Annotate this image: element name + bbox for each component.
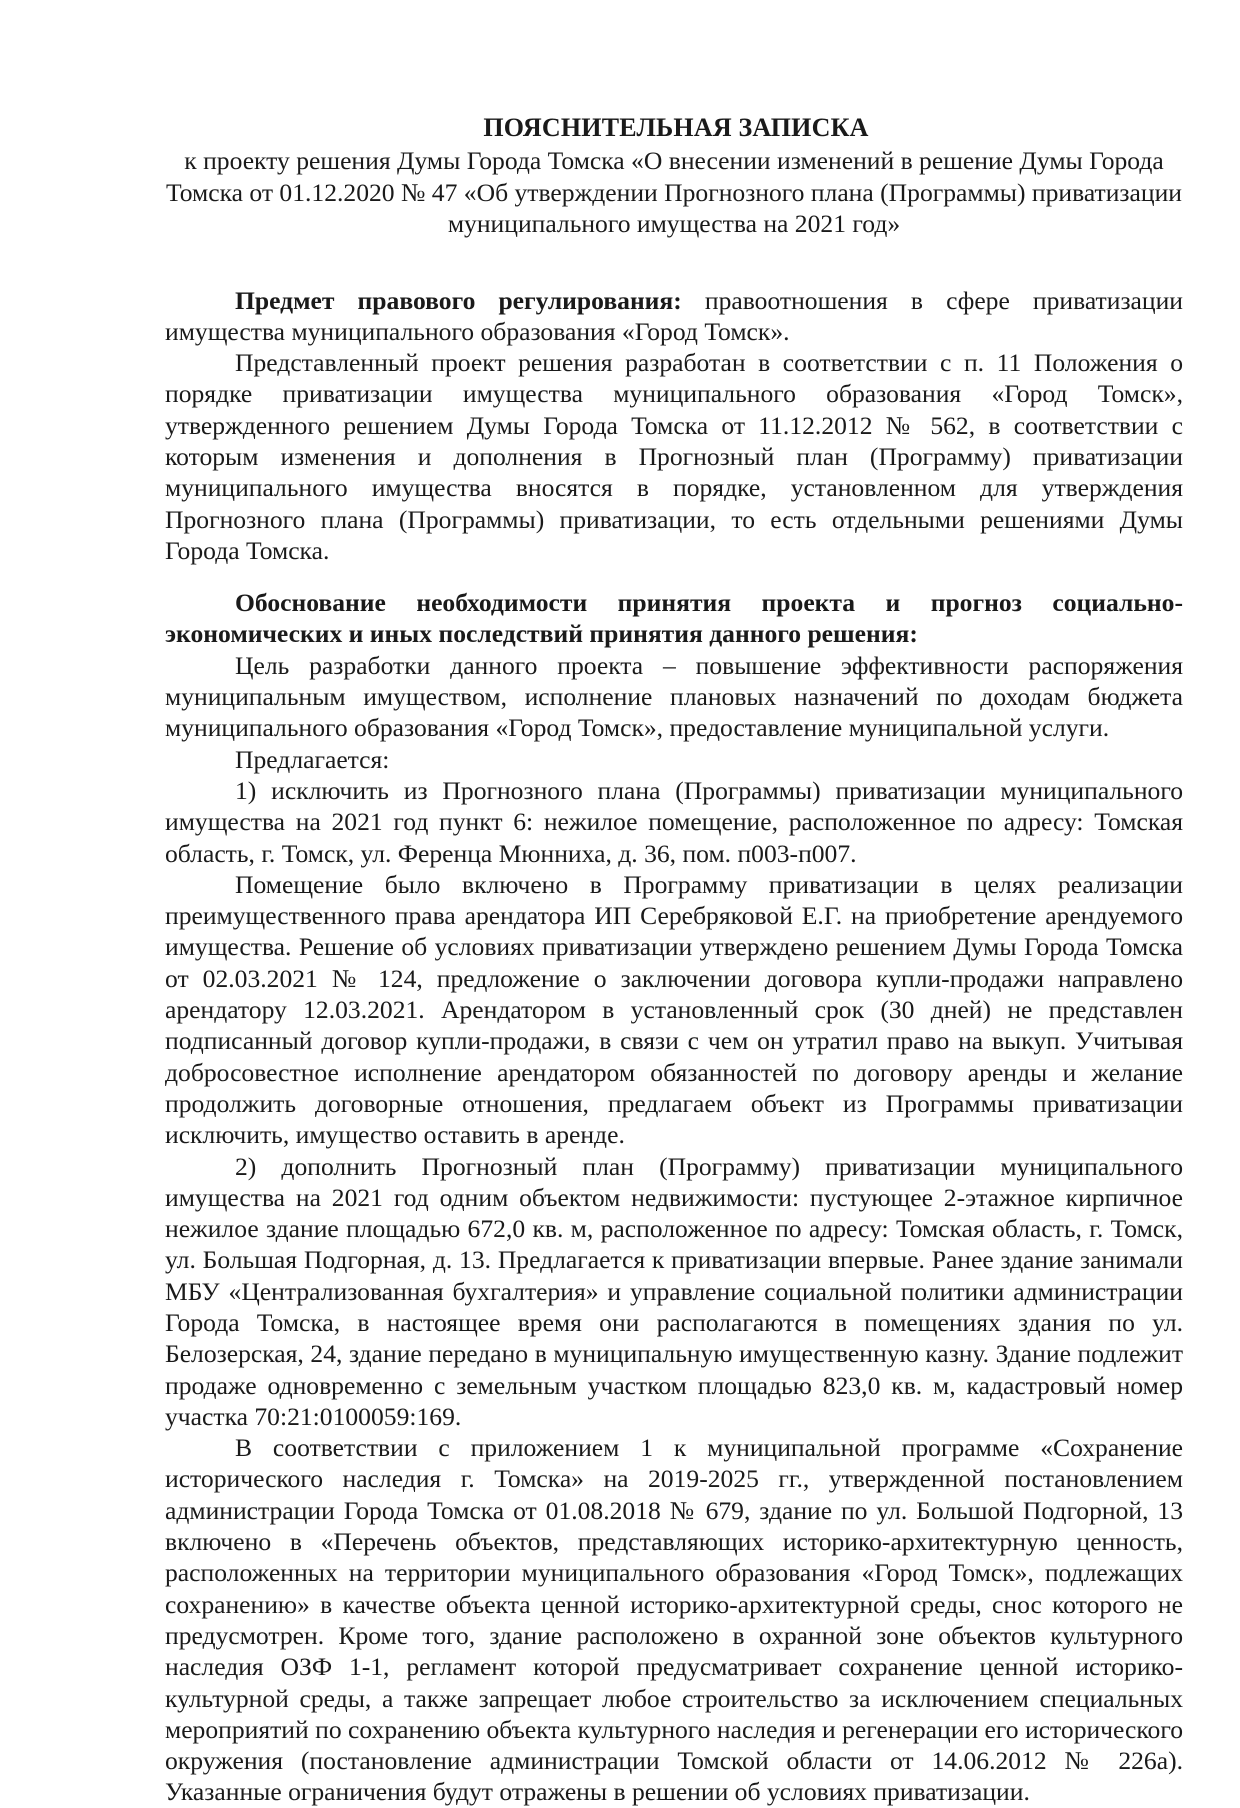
document-subtitle: к проекту решения Думы Города Томска «О внесении изменений в решение Думы Города Томска от 01.12.2020 № 47 «Об утверждении Прогнозного плана (Программы) приватизации муниципального имущества на 2021 год»: [166, 146, 1182, 238]
spacer: [165, 240, 1183, 285]
item-1-paragraph: 1) исключить из Прогнозного плана (Программы) приватизации муниципального имущества на 2021 год пункт 6: нежилое помещение, расположенное по адресу: Томская область, г. Томск, ул. Ференца Мюнниха, д. 36, пом. п003-п007.: [165, 775, 1183, 868]
item-2-paragraph: 2) дополнить Прогнозный план (Программу) приватизации муниципального имущества на 2021 год одним объектом недвижимости: пустующее 2-этажное кирпичное нежилое здание площадью 672,0 кв. м, расположенное по адресу: Томская область, г. Томск, ул. Большая Подгорная, д. 13. Предлагается к приватизации впервые. Ранее здание занимали МБУ «Централизованная бухгалтерия» и управление социальной политики администрации Города Томска, в настоящее время они располагаются в помещениях здания по ул. Белозерская, 24, здание передано в муниципальную имущественную казну. Здание подлежит продаже одновременно с земельным участком площадью 823,0 кв. м, кадастровый номер участка 70:21:0100059:169.: [165, 1151, 1183, 1431]
proposed-label: Предлагается:: [235, 744, 390, 774]
regulation-subject-text: правоотношения в сфере приватизации имущества муниципального образования «Город Томск».: [165, 285, 1183, 346]
item-2-details-paragraph: В соответствии с приложением 1 к муниципальной программе «Сохранение исторического наследия г. Томска» на 2019-2025 гг., утвержденной постановлением администрации Города Томска от 01.08.2018 № 679, здание по ул. Большой Подгорной, 13 включено в «Перечень объектов, представляющих историко-архитектурную ценность, расположенных на территории муниципального образования «Город Томск», подлежащих сохранению» в качестве объекта ценной историко-архитектурной среды, снос которого не предусмотрен. Кроме того, здание расположено в охранной зоне объектов культурного наследия ОЗФ 1-1, регламент которой предусматривает сохранение ценной историко-культурной среды, а также запрещает любое строительство за исключением специальных мероприятий по сохранению объекта культурного наследия и регенерации его исторического окружения (постановление администрации Томской области от 14.06.2012 № 226а). Указанные ограничения будут отражены в решении об условиях приватизации.: [165, 1433, 1183, 1807]
justification-heading: Обоснование необходимости принятия проекта и прогноз социально-экономических и иных последствий принятия данного решения:: [165, 588, 1183, 649]
project-basis-paragraph: Представленный проект решения разработан в соответствии с п. 11 Положения о порядке приватизации имущества муниципального образования «Город Томск», утвержденного решением Думы Города Томска от 11.12.2012 № 562, в соответствии с которым изменения и дополнения в Прогнозный план (Программу) приватизации муниципального имущества вносятся в порядке, установленном для утверждения Прогнозного плана (Программы) приватизации, то есть отдельными решениями Думы Города Томска.: [165, 348, 1183, 565]
regulation-subject-heading: Предмет правового регулирования:: [235, 285, 682, 315]
document-page: [165, 112, 1183, 1808]
goal-paragraph: Цель разработки данного проекта – повышение эффективности распоряжения муниципальным имуществом, исполнение плановых назначений по доходам бюджета муниципального образования «Город Томск», предоставление муниципальной услуги.: [165, 650, 1183, 743]
regulation-subject-paragraph: [165, 285, 1183, 348]
item-1-details-paragraph: Помещение было включено в Программу приватизации в целях реализации преимущественного права арендатора ИП Серебряковой Е.Г. на приобретение арендуемого имущества. Решение об условиях приватизации утверждено решением Думы Города Томска от 02.03.2021 № 124, предложение о заключении договора купли-продажи направлено арендатору 12.03.2021. Арендатором в установленный срок (30 дней) не представлен подписанный договор купли-продажи, в связи с чем он утратил право на выкуп. Учитывая добросовестное исполнение арендатором обязанностей по договору аренды и желание продолжить договорные отношения, предлагаем объект из Программы приватизации исключить, имущество оставить в аренде.: [165, 869, 1183, 1150]
spacer: [165, 566, 1183, 587]
document-title: ПОЯСНИТЕЛЬНАЯ ЗАПИСКА: [483, 113, 869, 142]
